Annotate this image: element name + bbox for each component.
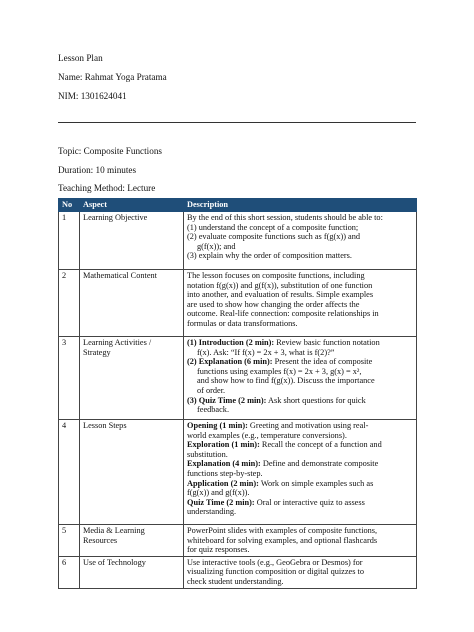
desc-line: for quiz responses. — [187, 545, 250, 555]
divider — [58, 122, 416, 123]
row-description — [184, 337, 417, 420]
activity-cont: functions using examples f(x) = 2x + 3, g(x) = x², — [197, 366, 362, 376]
student-name: Name: Rahmat Yoga Pratama — [58, 72, 167, 82]
student-nim: NIM: 1301624041 — [58, 91, 127, 101]
row-aspect: Media & Learning Resources — [80, 525, 184, 557]
activity-text: Review basic function notation — [274, 338, 380, 347]
desc-line: (1) understand the concept of a composite function; — [187, 222, 359, 232]
step-item — [187, 459, 413, 469]
desc-line: Use interactive tools (e.g., GeoGebra or Desmos) for — [187, 557, 363, 567]
activity-cont: feedback. — [197, 405, 230, 415]
topic-line: Topic: Composite Functions — [58, 146, 162, 156]
table-header-row — [59, 199, 417, 212]
desc-line: are used to show how changing the order affects the — [187, 299, 360, 309]
step-item — [187, 479, 413, 489]
table-row — [59, 337, 417, 420]
row-description — [184, 212, 417, 270]
duration-line: Duration: 10 minutes — [58, 165, 137, 175]
table-row — [59, 525, 417, 557]
activity-text: Ask short questions for quick — [266, 395, 366, 405]
activity-item — [187, 357, 413, 367]
step-label: Exploration (1 min): — [187, 440, 260, 450]
desc-line: PowerPoint slides with examples of composite functions, — [187, 526, 378, 535]
step-item — [187, 421, 413, 431]
desc-line: The lesson focuses on composite functions, including — [187, 271, 365, 280]
desc-line: visualizing function composition or digital quizzes to — [187, 567, 364, 577]
desc-line: (2) evaluate composite functions such as f(g(x)) and — [187, 232, 361, 242]
row-description — [184, 556, 417, 588]
step-cont: f(g(x)) and g(f(x)). — [187, 488, 250, 498]
row-number: 2 — [59, 270, 80, 337]
activity-label: (3) Quiz Time (2 min): — [187, 395, 267, 405]
row-aspect: Use of Technology — [80, 556, 184, 588]
step-cont: world examples (e.g., temperature conversions). — [187, 430, 347, 440]
row-number: 6 — [59, 556, 80, 588]
step-text: Oral or interactive quiz to assess — [254, 497, 365, 507]
desc-line: check student understanding. — [187, 576, 284, 586]
step-item — [187, 440, 413, 450]
step-cont: functions step-by-step. — [187, 468, 263, 478]
method-line: Teaching Method: Lecture — [58, 183, 156, 193]
desc-line: into another, and evaluation of results. Simple examples — [187, 290, 374, 300]
activity-cont: of order. — [197, 385, 226, 395]
step-label: Opening (1 min): — [187, 421, 248, 430]
activity-text: Present the idea of composite — [272, 357, 373, 367]
desc-line: outcome. Real-life connection: composite relationships in — [187, 309, 379, 319]
desc-line: notation f(g(x)) and g(f(x)), substitution of one function — [187, 280, 373, 290]
col-header-description: Description — [184, 199, 417, 212]
row-number: 4 — [59, 420, 80, 525]
row-description — [184, 525, 417, 557]
step-item — [187, 498, 413, 508]
desc-line: whiteboard for solving examples, and optional flashcards — [187, 535, 378, 545]
row-description — [184, 270, 417, 337]
activity-cont: and show how to find f(g(x)). Discuss the importance — [197, 376, 375, 386]
row-aspect: Lesson Steps — [80, 420, 184, 525]
step-text: Recall the concept of a function and — [259, 440, 382, 450]
step-label: Explanation (4 min): — [187, 459, 261, 469]
row-aspect: Mathematical Content — [80, 270, 184, 337]
row-number: 5 — [59, 525, 80, 557]
step-cont: substitution. — [187, 449, 228, 459]
row-description — [184, 420, 417, 525]
activity-label: (1) Introduction (2 min): — [187, 338, 275, 347]
lesson-plan-table — [58, 198, 417, 589]
desc-line: g(f(x)); and — [197, 241, 236, 251]
row-number: 1 — [59, 212, 80, 270]
activity-label: (2) Explanation (6 min): — [187, 357, 273, 367]
col-header-aspect: Aspect — [80, 199, 184, 212]
step-text: Greeting and motivation using real- — [247, 421, 369, 430]
doc-title: Lesson Plan — [58, 53, 103, 63]
table-row — [59, 556, 417, 588]
table-row — [59, 420, 417, 525]
row-aspect: Learning Activities / Strategy — [80, 337, 184, 420]
desc-line: (3) explain why the order of composition matters. — [187, 251, 352, 261]
step-label: Quiz Time (2 min): — [187, 497, 255, 507]
step-text: Work on simple examples such as — [258, 478, 374, 488]
desc-line: By the end of this short session, students should be able to: — [187, 213, 383, 222]
col-header-no: No — [59, 199, 80, 212]
step-label: Application (2 min): — [187, 478, 259, 488]
table-row — [59, 270, 417, 337]
step-cont: understanding. — [187, 507, 237, 517]
activity-cont: f(x). Ask: “If f(x) = 2x + 3, what is f(2)?” — [197, 347, 335, 357]
row-number: 3 — [59, 337, 80, 420]
activity-item — [187, 338, 413, 348]
table-row — [59, 212, 417, 270]
activity-item — [187, 396, 413, 406]
desc-line: formulas or data transformations. — [187, 318, 298, 328]
step-text: Define and demonstrate composite — [260, 459, 379, 469]
row-aspect: Learning Objective — [80, 212, 184, 270]
